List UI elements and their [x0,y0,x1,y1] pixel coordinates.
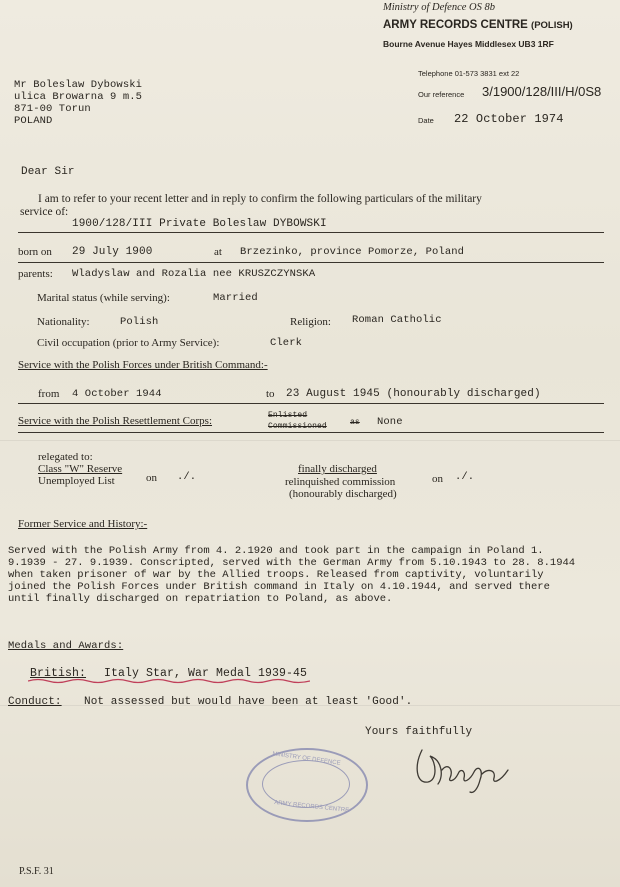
finally-discharged: finally discharged [298,463,377,475]
discharged-value: ./. [455,471,475,483]
stamp-bottom-text: ARMY RECORDS CENTRE [273,800,350,814]
struck-commissioned: Commissioned [268,422,327,431]
org-address: Bourne Avenue Hayes Middlesex UB3 1RF [383,39,554,49]
british-service-heading: Service with the Polish Forces under British Command:- [18,359,268,371]
conduct-value: Not assessed but would have been at least 'Good'. [84,696,413,708]
marital-value: Married [213,292,258,304]
medals-label: British: [30,667,87,680]
civil-label: Civil occupation (prior to Army Service): [37,337,220,349]
relinquished-commission: relinquished commission [285,476,396,488]
soldier-name: 1900/128/III Private Boleslaw DYBOWSKI [72,218,327,230]
intro-line-1: I am to refer to your recent letter and in reply to confirm the following particulars of the military [38,193,482,205]
rule [18,232,604,233]
org-name [383,19,573,31]
at-label: at [214,246,222,258]
reference-label: Our reference [418,90,465,99]
medals-heading: Medals and Awards: [8,640,124,652]
resettlement-heading: Service with the Polish Resettlement Corps: [18,415,213,427]
history-text: Served with the Polish Army from 4. 2.1920 and took part in the campaign in Poland 1. 9.1939 - 27. 9.1939. Conscripted, served with the German Army from 5.10.1943 to 28. 8.1944 when taken prisoner of war by the Allied troops. Released from captivity, voluntarily joined the Polish Forces under British command in Italy on 4.10.1944, and served there until finally discharged on repatriation to Poland, as above. [8,545,576,605]
religion-label: Religion: [290,316,331,328]
civil-value: Clerk [270,337,303,349]
relegated-label: relegated to: [38,451,93,463]
signature [408,740,524,798]
struck-enlisted: Enlisted [268,411,308,420]
intro-line-2: service of: [20,206,69,218]
parents-value: Wladyslaw and Rozalia nee KRUSZCZYNSKA [72,268,316,280]
reference-value: 3/1900/128/III/H/0S8 [482,84,602,99]
red-underline [28,678,310,684]
nationality-value: Polish [120,316,159,328]
history-heading: Former Service and History:- [18,518,148,530]
rule [18,432,604,433]
recipient-address [14,79,142,127]
religion-value: Roman Catholic [352,314,442,326]
closing: Yours faithfully [365,726,473,738]
from-label: from [38,388,60,400]
recipient-line: Mr Boleslaw Dybowski [14,79,143,91]
recipient-line: POLAND [14,115,53,127]
stamp-top-text: MINISTRY OF DEFENCE [271,751,341,767]
ministry-stamp [246,748,368,822]
resettlement-value: None [377,416,403,428]
at-value: Brzezinko, province Pomorze, Poland [240,246,465,258]
struck-as: as [350,418,360,427]
marital-label: Marital status (while serving): [37,292,170,304]
parents-label: parents: [18,268,53,280]
recipient-line: 871-00 Torun [14,103,91,115]
org-suffix: (POLISH) [531,20,573,31]
form-code: P.S.F. 31 [19,866,54,877]
paper-fold [0,440,620,441]
honourably-discharged: (honourably discharged) [289,488,397,500]
to-label: to [266,388,275,400]
org-name-text: ARMY RECORDS CENTRE [383,19,528,31]
conduct-label: Conduct: [8,696,62,708]
date-value: 22 October 1974 [454,112,564,126]
born-value: 29 July 1900 [72,246,153,258]
ministry-line: Ministry of Defence OS 8b [383,2,495,13]
nationality-label: Nationality: [37,316,90,328]
on-label: on [432,473,443,485]
class-w-reserve: Class "W" Reserve [38,463,123,475]
rule [18,262,604,263]
born-label: born on [18,246,52,258]
salutation: Dear Sir [21,166,75,178]
medals-value: Italy Star, War Medal 1939-45 [104,667,308,680]
relegated-value: ./. [177,471,197,483]
date-label: Date [418,116,434,125]
unemployed-list: Unemployed List [38,475,115,487]
rule [18,403,604,404]
telephone: Telephone 01-573 3831 ext 22 [418,69,520,78]
from-value: 4 October 1944 [72,388,162,400]
to-value: 23 August 1945 (honourably discharged) [286,388,541,400]
on-label: on [146,472,157,484]
recipient-line: ulica Browarna 9 m.5 [14,91,143,103]
